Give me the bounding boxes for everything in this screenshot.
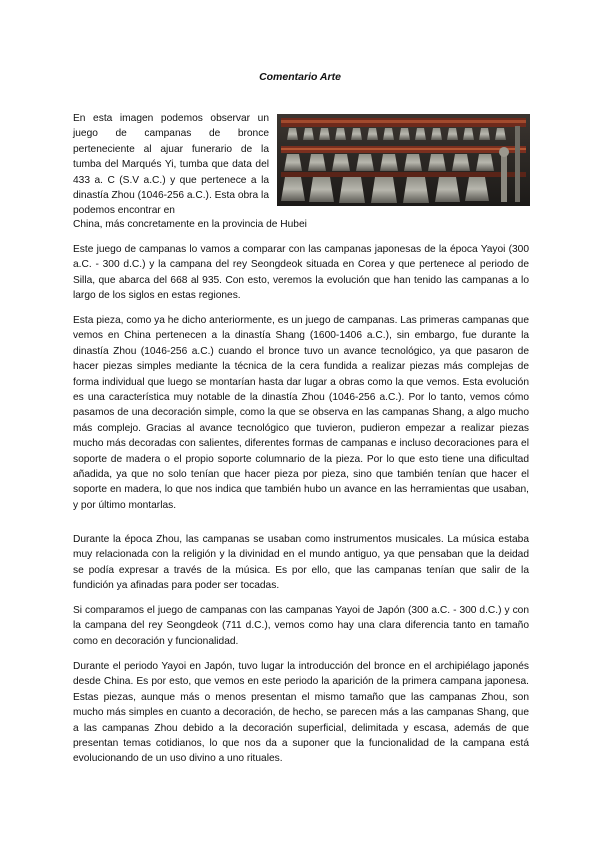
bronze-bells-illustration <box>277 114 530 206</box>
paragraph-zhou-bronze: Esta pieza, como ya he dicho anteriormente, es un juego de campanas. Las primeras campanas que vemos en China pertenecen a la dinastía Shang (1600-1406 a.C.), sin embargo, fue durante la dinastía Zhou (1046-256 a.C.) cuando el bronce tuvo un avance tecnológico, ya que pasaron de hacer piezas simples mediante la técnica de la cera fundida a realizar piezas más complejas de forma individual que luego se montarían hasta dar lugar a obras como la que vemos. Esta evolución es una característica muy notable de la dinastía Zhou (1046-256 a.C.). Por lo tanto, vemos cómo pasamos de una decoración simple, como la que se observa en las campanas Shang, a algo mucho más complejo. Gracias al avance tecnológico que tuvieron, pudieron empezar a realizar piezas mucho más decoradas con salientes, diferentes formas de campanas e incluso decoraciones para el soporte de madera o el propio soporte columnario de la pieza. Por lo que esto tiene una dificultad añadida, ya que no solo tenían que hacer pieza por pieza, sino que también tenían que hacer el soporte en madera, lo que nos indica que también hubo un avance en las herramientas que usaban, y por último montarlas. <box>73 315 529 511</box>
intro-paragraph: En esta imagen podemos observar un juego de campanas de bronce perteneciente al ajuar funerario de la tumba del Marqués Yi, tumba que data del 433 a. C (S.V a.C.) y que pertenece a la dinastía Zhou (1046-256 a.C.). Esta obra la podemos encontrar en <box>73 113 269 217</box>
paragraph-yayoi: Durante el periodo Yayoi en Japón, tuvo lugar la introducción del bronce en el archipiélago japonés desde China. Es por esto, que vemos en este periodo la aparición de la primera campana japonesa. Estas piezas, aunque más o menos presentan el mismo tamaño que las campanas Zhou, son mucho más simples en cuanto a decoración, de hecho, se parecen más a las campanas Shang, que a las campanas Zhou debido a la decoración superficial, delimitada y escasa, además de que presentan temas cotidianos, lo que nos da a suponer que la funcionalidad de la campana está evolucionando de un uso divino a uno rituales. <box>73 661 529 765</box>
document-title: Comentario Arte <box>259 71 341 83</box>
paragraph-comparison: Si comparamos el juego de campanas con las campanas Yayoi de Japón (300 a.C. - 300 d.C.) y con la campana del rey Seongdeok (711 d.C.), vemos como hay una clara diferencia tanto en tamaño como en decoración y funcionalidad. <box>73 605 529 647</box>
paragraph-comparison-intro: Este juego de campanas lo vamos a comparar con las campanas japonesas de la época Yayoi (300 a.C. - 300 d.C.) y la campana del rey Seongdeok situada en Corea y que pertenece al periodo de Silla, que abarca del 668 al 935. Con esto, veremos la evolución que han tenido las campanas a lo largo de los siglos en estas regiones. <box>73 244 529 302</box>
paragraph-music-function: Durante la época Zhou, las campanas se usaban como instrumentos musicales. La música estaba muy relacionada con la religión y la divinidad en el mundo antiguo, ya que pensaban que la deidad se podía expresar a través de la música. Es por ello, que las campanas tenían que salir de la fundición ya afinadas para poder ser tocadas. <box>73 534 529 592</box>
intro-paragraph-tail: China, más concretamente en la provincia de Hubei <box>73 219 307 230</box>
bronze-bells-image <box>277 114 530 206</box>
